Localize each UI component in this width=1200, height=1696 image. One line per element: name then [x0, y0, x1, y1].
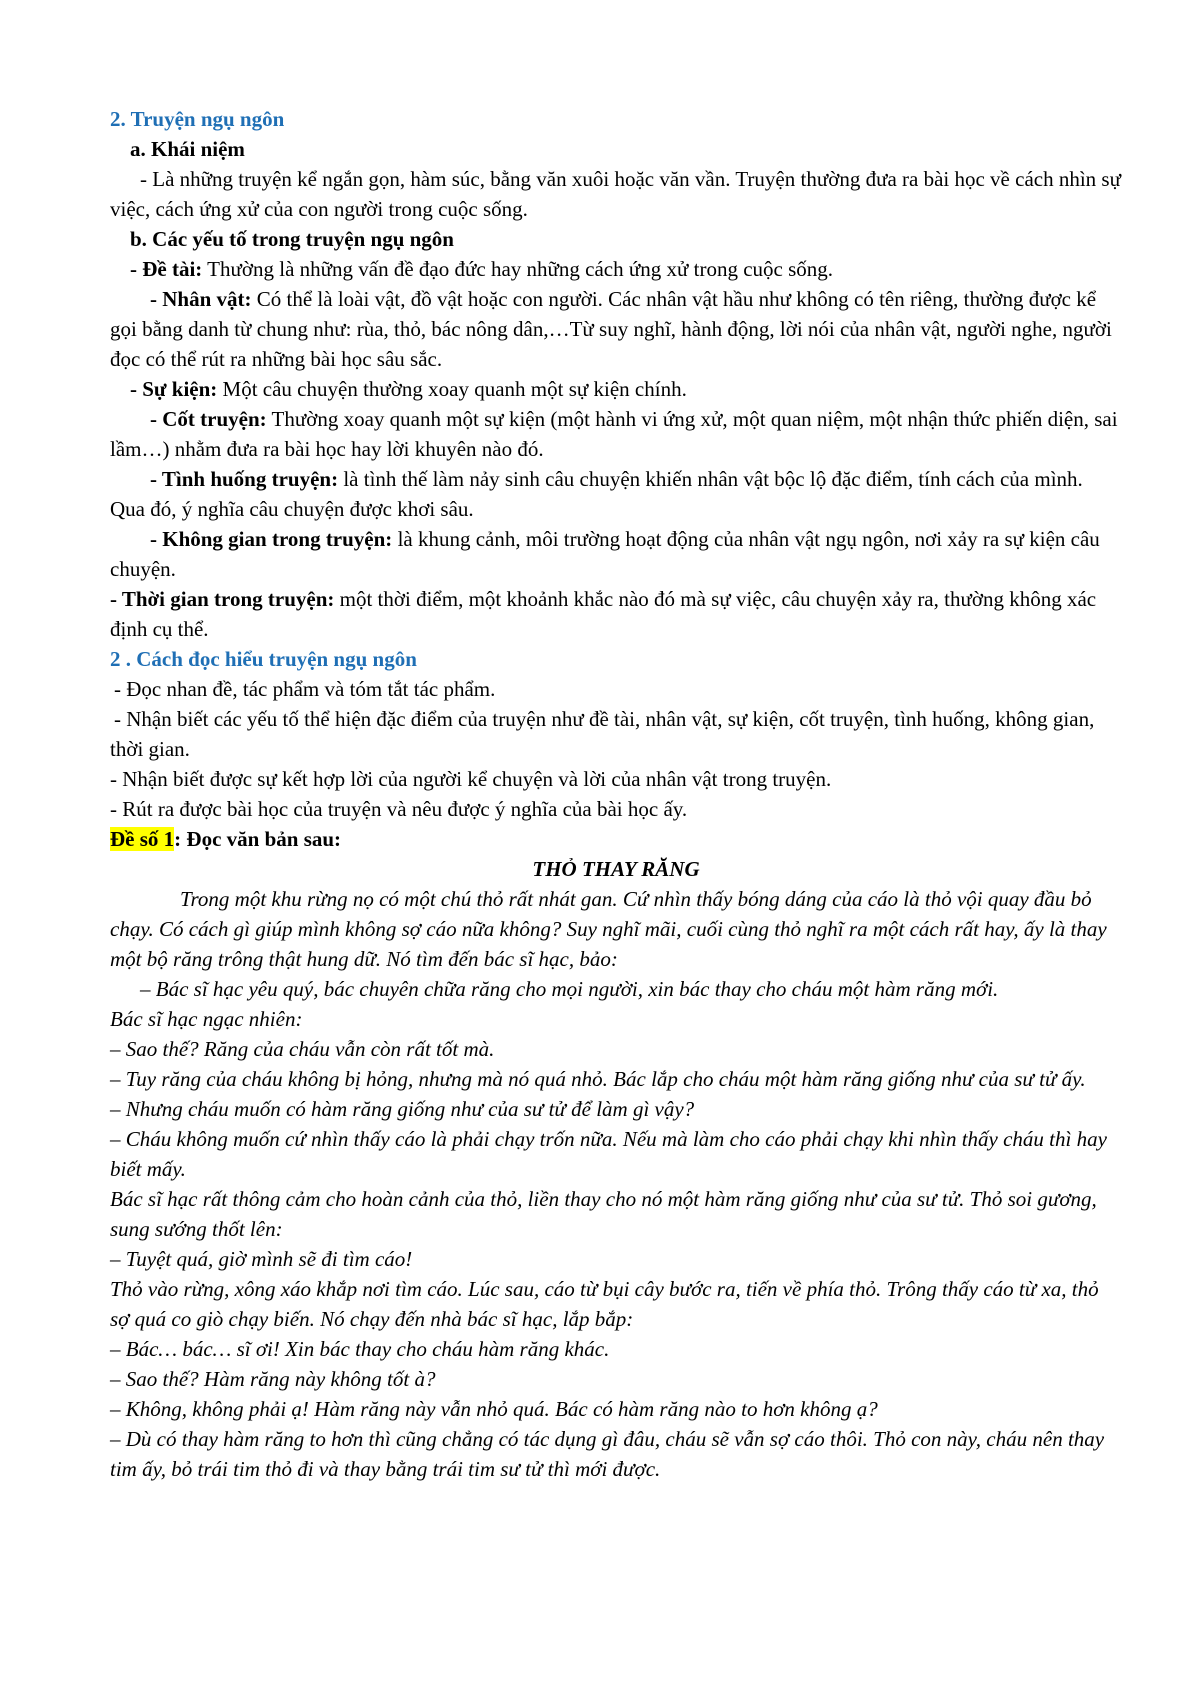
story-paragraph: – Tuyệt quá, giờ mình sẽ đi tìm cáo!: [110, 1247, 413, 1271]
element-topic: [110, 254, 1122, 284]
element-text: Thường là những vấn đề đạo đức hay những cách ứng xử trong cuộc sống.: [202, 257, 834, 281]
story-paragraph: – Dù có thay hàm răng to hơn thì cũng chẳng có tác dụng gì đâu, cháu sẽ vẫn sợ cáo thôi. Thỏ con này, cháu nên thay tim ấy, bỏ trái tim thỏ đi và thay bằng trái tim sư tử thì mới được.: [110, 1427, 1105, 1481]
element-label: - Không gian trong truyện:: [150, 527, 393, 551]
concept-title: a. Khái niệm: [130, 137, 245, 161]
element-time: [110, 584, 1122, 644]
element-label: - Nhân vật:: [150, 287, 252, 311]
element-label: - Tình huống truyện:: [150, 467, 339, 491]
reading-item: - Đọc nhan đề, tác phẩm và tóm tắt tác phẩm.: [114, 677, 496, 701]
element-label: - Đề tài:: [130, 257, 203, 281]
element-label: - Sự kiện:: [130, 377, 218, 401]
exercise-instruction: : Đọc văn bản sau:: [174, 827, 342, 851]
element-space: [110, 524, 1122, 584]
exercise-line: [110, 824, 1122, 854]
section-heading-fable: 2. Truyện ngụ ngôn: [110, 107, 285, 131]
document-page: [110, 104, 1122, 1484]
element-text: Có thể là loài vật, đồ vật hoặc con người. Các nhân vật hầu như không có tên riêng, thường được kể gọi bằng danh từ chung như: rùa, thỏ, bác nông dân,…Từ suy nghĩ, hành động, lời nói của nhân vật, người nghe, người đọc có thể rút ra những bài học sâu sắc.: [110, 287, 1112, 371]
story-paragraph: Thỏ vào rừng, xông xáo khắp nơi tìm cáo. Lúc sau, cáo từ bụi cây bước ra, tiến về phía thỏ. Trông thấy cáo từ xa, thỏ sợ quá co giò chạy biến. Nó chạy đến nhà bác sĩ hạc, lắp bắp:: [110, 1277, 1099, 1331]
element-label: - Thời gian trong truyện:: [110, 587, 335, 611]
story-title: THỎ THAY RĂNG: [532, 857, 700, 881]
element-event: [110, 374, 1122, 404]
story-paragraph: Bác sĩ hạc rất thông cảm cho hoàn cảnh của thỏ, liền thay cho nó một hàm răng giống như của sư tử. Thỏ soi gương, sung sướng thốt lên:: [110, 1187, 1097, 1241]
elements-title: b. Các yếu tố trong truyện ngụ ngôn: [130, 227, 454, 251]
story-paragraph: Trong một khu rừng nọ có một chú thỏ rất nhát gan. Cứ nhìn thấy bóng dáng của cáo là thỏ vội quay đầu bỏ chạy. Có cách gì giúp mình không sợ cáo nữa không? Suy nghĩ mãi, cuối cùng thỏ nghĩ ra một cách rất hay, ấy là thay một bộ răng trông thật hung dữ. Nó tìm đến bác sĩ hạc, bảo:: [110, 887, 1107, 971]
element-text: Một câu chuyện thường xoay quanh một sự kiện chính.: [217, 377, 687, 401]
story-paragraph: – Nhưng cháu muốn có hàm răng giống như của sư tử để làm gì vậy?: [110, 1097, 695, 1121]
reading-item: - Nhận biết các yếu tố thể hiện đặc điểm của truyện như đề tài, nhân vật, sự kiện, cốt truyện, tình huống, không gian, thời gian.: [110, 707, 1095, 761]
element-text: Thường xoay quanh một sự kiện (một hành vi ứng xử, một quan niệm, một nhận thức phiến diện, sai lầm…) nhằm đưa ra bài học hay lời khuyên nào đó.: [110, 407, 1118, 461]
element-character: [110, 284, 1122, 374]
element-label: - Cốt truyện:: [150, 407, 267, 431]
story-paragraph: – Bác sĩ hạc yêu quý, bác chuyên chữa răng cho mọi người, xin bác thay cho cháu một hàm răng mới.: [140, 977, 999, 1001]
element-text: là tình thế làm nảy sinh câu chuyện khiến nhân vật bộc lộ đặc điểm, tính cách của mình. Qua đó, ý nghĩa câu chuyện được khơi sâu.: [110, 467, 1083, 521]
element-text: một thời điểm, một khoảnh khắc nào đó mà sự việc, câu chuyện xảy ra, thường không xác định cụ thể.: [110, 587, 1097, 641]
story-paragraph: – Không, không phải ạ! Hàm răng này vẫn nhỏ quá. Bác có hàm răng nào to hơn không ạ?: [110, 1397, 878, 1421]
reading-item: - Rút ra được bài học của truyện và nêu được ý nghĩa của bài học ấy.: [110, 797, 688, 821]
reading-item: - Nhận biết được sự kết hợp lời của người kể chuyện và lời của nhân vật trong truyện.: [110, 767, 832, 791]
story-paragraph: – Cháu không muốn cứ nhìn thấy cáo là phải chạy trốn nữa. Nếu mà làm cho cáo phải chạy khi nhìn thấy cháu thì hay biết mấy.: [110, 1127, 1107, 1181]
story-paragraph: – Sao thế? Răng của cháu vẫn còn rất tốt mà.: [110, 1037, 495, 1061]
story-paragraph: – Bác… bác… sĩ ơi! Xin bác thay cho cháu hàm răng khác.: [110, 1337, 610, 1361]
element-text: là khung cảnh, môi trường hoạt động của nhân vật ngụ ngôn, nơi xảy ra sự kiện câu chuyện.: [110, 527, 1100, 581]
story-paragraph: Bác sĩ hạc ngạc nhiên:: [110, 1007, 303, 1031]
section-heading-reading: 2 . Cách đọc hiểu truyện ngụ ngôn: [110, 647, 417, 671]
element-situation: [110, 464, 1122, 524]
element-plot: [110, 404, 1122, 464]
exercise-label: Đề số 1: [110, 827, 175, 851]
story-paragraph: – Tuy răng của cháu không bị hỏng, nhưng mà nó quá nhỏ. Bác lắp cho cháu một hàm răng giống như của sư tử ấy.: [110, 1067, 1086, 1091]
story-paragraph: – Sao thế? Hàm răng này không tốt à?: [110, 1367, 436, 1391]
concept-text: - Là những truyện kể ngắn gọn, hàm súc, bằng văn xuôi hoặc văn vần. Truyện thường đưa ra bài học về cách nhìn sự việc, cách ứng xử của con người trong cuộc sống.: [110, 167, 1121, 221]
